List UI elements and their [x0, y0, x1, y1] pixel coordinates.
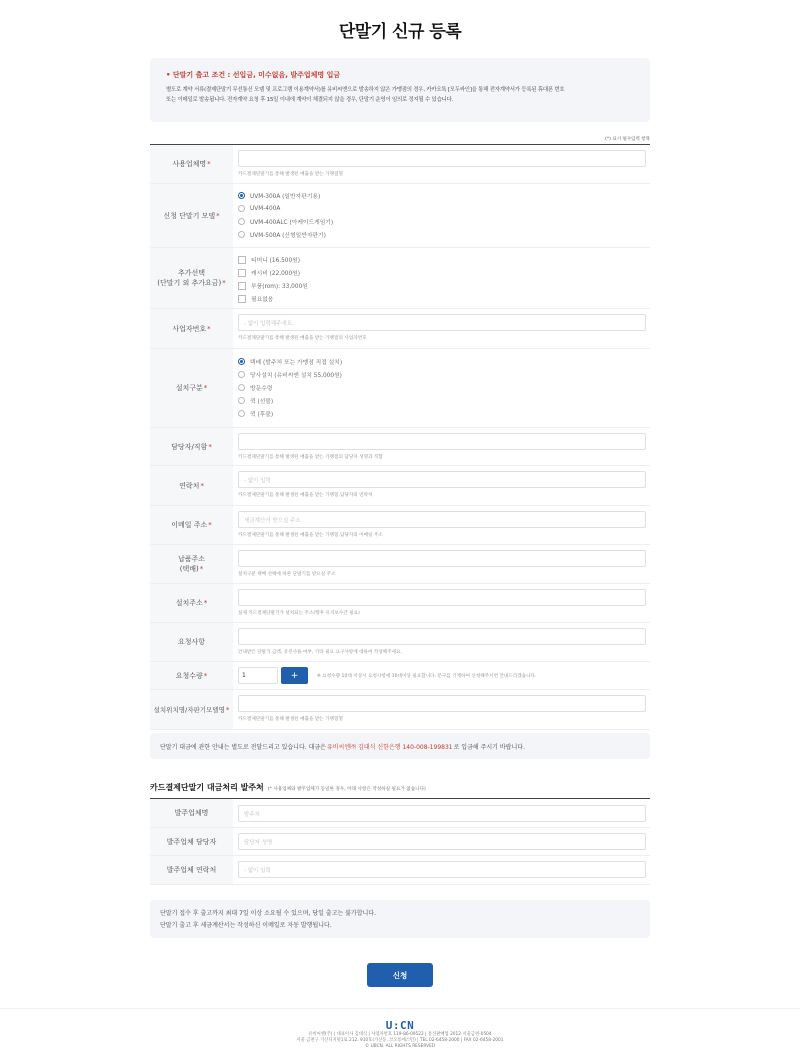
orderer-name-input[interactable]: 발주처 — [238, 805, 646, 822]
delivery-address-input[interactable] — [238, 550, 646, 567]
checkbox[interactable] — [238, 295, 246, 303]
business-name-hint: 카드결제단말기를 통해 발생된 매출을 받는 가맹점명 — [238, 172, 343, 177]
checkbox[interactable] — [238, 269, 246, 277]
shipping-info-box — [150, 900, 650, 938]
payment-notice-box: 단말기 대금에 관한 안내는 별도로 전달드리고 있습니다. 대금은 유비씨엔㈜ 김대식 신한은행 140-008-199831 로 입금해 주시기 바랍니다. — [150, 733, 650, 759]
radio[interactable] — [238, 397, 245, 404]
install-address-hint: 실제 카드결제단말기가 설치되는 주소(향후 유지보수간 필요) — [238, 611, 360, 616]
label-business-number: 사업자번호 * — [150, 309, 233, 348]
label-contact: 연락처 * — [150, 466, 233, 505]
info-line2: 단말기 출고 후 세금계산서는 작성하신 이메일로 자동 발행됩니다. — [160, 922, 332, 929]
label-email: 이메일 주소 * — [150, 506, 233, 544]
orderer-manager-input[interactable]: 담당자 성명 — [238, 833, 646, 850]
extra-option-tmoney[interactable]: 티머니 (16,500원) — [238, 253, 646, 266]
email-hint: 카드결제단말기를 통해 발생된 매출을 받는 가맹점 담당자의 이메일 주소 — [238, 533, 383, 538]
business-name-input[interactable] — [238, 150, 646, 167]
install-option-quick-postpaid[interactable]: 퀵 (후불) — [238, 407, 646, 420]
label-install-type: 설치구분 * — [150, 349, 233, 427]
checkbox[interactable] — [238, 256, 246, 264]
notice-text-line1: 별도로 계약 서류(결제단말기 무선통신 모뎀 및 프로그램 이용계약서)를 유비씨엔으로 발송하지 않은 가맹점의 경우, 카카오톡 [모두싸인]을 통해 전자계약서가 등록된 휴대폰 번호 — [166, 87, 565, 93]
page-title: 단말기 신규 등록 — [338, 22, 462, 42]
contact-input[interactable]: - 없이 입력 — [238, 471, 646, 488]
quantity-input[interactable]: 1 — [238, 667, 278, 684]
install-option-quick-prepaid[interactable]: 퀵 (선불) — [238, 394, 646, 407]
extra-option-none[interactable]: 필요없음 — [238, 292, 646, 305]
radio[interactable] — [238, 410, 245, 417]
orderer-contact-input[interactable]: - 없이 입력 — [238, 861, 646, 878]
orderer-section-note: (* 사용업체와 발주업체가 동일한 경우, 아래 사항은 작성하실 필요가 없습니다) — [267, 787, 426, 792]
label-location-model: 설치위치명/자판기모델명 * — [150, 690, 233, 729]
quantity-plus-button[interactable]: + — [281, 667, 308, 684]
label-orderer-contact: 발주업체 연락처 — [150, 856, 233, 884]
model-option-uvm-400alc[interactable]: UVM-400ALC (아케이드게임기) — [238, 215, 646, 228]
label-orderer-name: 발주업체명 — [150, 799, 233, 827]
ubcn-logo: U:CN — [385, 1019, 415, 1032]
row-quantity — [150, 662, 650, 690]
registration-form — [150, 144, 650, 730]
radio[interactable] — [238, 218, 245, 225]
label-orderer-manager: 발주업체 담당자 — [150, 828, 233, 855]
row-install-type — [150, 349, 650, 428]
row-email — [150, 506, 650, 545]
business-number-hint: 카드결제단말기를 통해 발생된 매출을 받는 가맹점의 사업자번호 — [238, 336, 367, 341]
label-request-note: 요청사항 — [150, 623, 233, 661]
install-option-onsite[interactable]: 당사설치 (유비씨엔 설치 55,000원) — [238, 368, 646, 381]
request-note-input[interactable] — [238, 628, 646, 645]
row-extra-options — [150, 248, 650, 309]
footer — [0, 1008, 800, 1064]
manager-hint: 카드결제단말기를 통해 발생된 매출을 받는 가맹점의 담당자 성명과 직함 — [238, 455, 383, 460]
row-business-number — [150, 309, 650, 349]
install-option-delivery[interactable]: 택배 (발주처 또는 가맹점 직접 설치) — [238, 355, 646, 368]
row-contact — [150, 466, 650, 506]
notice-text-line2: 또는 이메일로 발송됩니다. 전자계약 요청 후 15일 이내에 계약이 체결되지 않을 경우, 단말기 운영이 임의로 정지될 수 있습니다. — [166, 97, 454, 103]
row-manager — [150, 428, 650, 466]
row-terminal-model — [150, 184, 650, 248]
location-model-hint: 카드결제단말기를 통해 발생된 매출을 받는 가맹점명 — [238, 717, 343, 722]
radio[interactable] — [238, 371, 245, 378]
email-input[interactable]: 세금계산서 받으실 주소 — [238, 511, 646, 528]
info-line1: 단말기 접수 후 출고까지 최대 7일 이상 소요될 수 있으며, 당일 출고는 불가합니다. — [160, 910, 376, 917]
quantity-note: ※ 요청수량 10대 이상시 요청사항에 10대이상 필요합니다. 문구를 기재하여 신청해주시면 안내드리겠습니다. — [317, 673, 537, 679]
label-extra-options: 추가선택 (단말기 외 추가요금)* — [150, 248, 233, 308]
label-delivery-address: 납품주소 (택배)* — [150, 545, 233, 583]
business-number-input[interactable]: - 없이 입력해주세요. — [238, 314, 646, 331]
required-note: (*) 표시 필수입력 항목 — [605, 137, 650, 142]
model-option-uvm-500a[interactable]: UVM-500A (신형일반자판기) — [238, 228, 646, 241]
footer-address: 서울 금천구 가산디지털1로 212, 910호(가산동, 코오롱애스턴) | TEL 02-6458-2000 | FAX 02-6458-2001 — [296, 1038, 504, 1043]
radio[interactable] — [238, 231, 245, 238]
shipping-notice-box — [150, 58, 650, 122]
footer-copyright: © UBCN. ALL RIGHTS RESERVED — [364, 1044, 436, 1049]
contact-hint: 카드결제단말기를 통해 발생된 매출을 받는 가맹점 담당자의 연락처 — [238, 493, 373, 498]
radio[interactable] — [238, 384, 245, 391]
row-orderer-manager — [150, 828, 650, 856]
required-mark: * — [207, 160, 211, 168]
orderer-form — [150, 798, 650, 885]
notice-title: • 단말기 출고 조건 : 선입금, 미수없음, 발주업체명 입금 — [166, 71, 341, 79]
extra-option-rom[interactable]: 부품(rom): 33,000원 — [238, 279, 646, 292]
submit-button[interactable]: 신청 — [367, 963, 433, 987]
location-model-input[interactable] — [238, 695, 646, 712]
radio-selected[interactable] — [238, 192, 245, 199]
row-orderer-contact — [150, 856, 650, 885]
footer-company-info: 유비씨엔(주) | 대표이사 김대식 | 사업자번호 119-86-09522 | 통신판매업 2012-서울금천-0504 — [308, 1032, 492, 1037]
bank-account: 유비씨엔㈜ 김대식 신한은행 140-008-199831 — [326, 743, 453, 751]
model-option-uvm-400a[interactable]: UVM-400A — [238, 202, 646, 215]
row-install-address — [150, 584, 650, 623]
model-option-uvm-300a[interactable]: UVM-300A (일반자판기용) — [238, 189, 646, 202]
row-delivery-address — [150, 545, 650, 584]
request-note-hint: 안내받은 단말기 금액, 유선사용 여부, 기타 필요 요구사항에 대하여 작성해주세요. — [238, 650, 402, 655]
extra-option-cashbee[interactable]: 캐시비 (22,000원) — [238, 266, 646, 279]
row-business-name — [150, 145, 650, 184]
manager-input[interactable] — [238, 433, 646, 450]
row-location-model — [150, 690, 650, 730]
install-option-pickup[interactable]: 방문수령 — [238, 381, 646, 394]
radio-selected[interactable] — [238, 358, 245, 365]
radio[interactable] — [238, 205, 245, 212]
label-manager: 담당자/직함 * — [150, 428, 233, 465]
label-install-address: 설치주소 * — [150, 584, 233, 622]
label-business-name: 사용업체명 * — [150, 145, 233, 183]
delivery-address-hint: 설치구분 택배 선택에 따른 단말기를 받으실 주소 — [238, 572, 336, 577]
row-request-note — [150, 623, 650, 662]
label-terminal-model: 신청 단말기 모델 * — [150, 184, 233, 247]
orderer-section-title: 카드결제단말기 대금처리 발주처 (* 사용업체와 발주업체가 동일한 경우, 아래 사항은 작성하실 필요가 없습니다) — [150, 783, 426, 792]
label-quantity: 요청수량 * — [150, 662, 233, 689]
checkbox[interactable] — [238, 282, 246, 290]
install-address-input[interactable] — [238, 589, 646, 606]
row-orderer-name — [150, 799, 650, 828]
